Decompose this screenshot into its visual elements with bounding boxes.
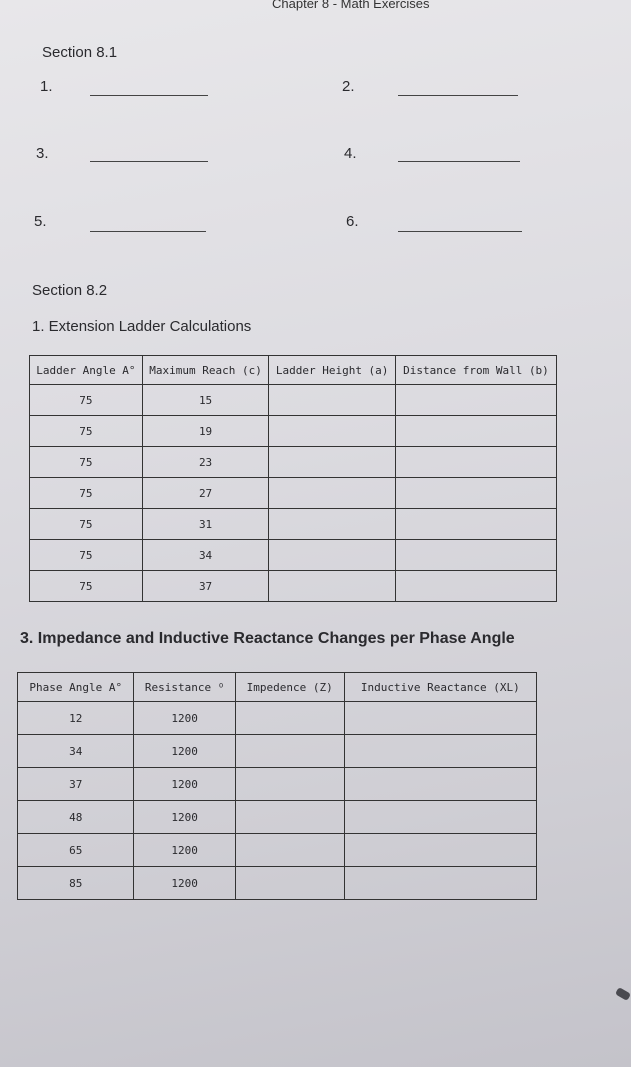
table-cell: 75: [30, 478, 143, 509]
table-cell: 1200: [134, 735, 235, 768]
table-row: [18, 735, 537, 768]
table-cell: 1200: [134, 867, 235, 900]
answer-cell[interactable]: [395, 571, 556, 602]
table-row: [18, 801, 537, 834]
table-cell: 75: [30, 571, 143, 602]
section-8-1-title: Section 8.1: [42, 44, 118, 61]
answer-cell[interactable]: [344, 834, 536, 867]
table-cell: 75: [30, 447, 143, 478]
answer-blank-2[interactable]: [398, 94, 518, 96]
table-row: [30, 447, 557, 478]
table-cell: 1200: [134, 768, 235, 801]
table-row: [30, 416, 557, 447]
column-header: Ladder Height (a): [269, 356, 396, 385]
table-cell: 19: [142, 416, 269, 447]
ladder-table: [29, 355, 557, 602]
table-cell: 37: [142, 571, 269, 602]
answer-cell[interactable]: [269, 416, 396, 447]
column-header: Inductive Reactance (XL): [344, 673, 536, 702]
answer-cell[interactable]: [235, 768, 344, 801]
answer-cell[interactable]: [395, 509, 556, 540]
item-number-1: 1.: [40, 78, 53, 95]
answer-cell[interactable]: [269, 571, 396, 602]
table-row: [30, 385, 557, 416]
answer-cell[interactable]: [344, 735, 536, 768]
pen-tip: [615, 987, 631, 1001]
column-header: Distance from Wall (b): [395, 356, 556, 385]
answer-blank-4[interactable]: [398, 160, 520, 162]
answer-cell[interactable]: [344, 867, 536, 900]
table-cell: 65: [18, 834, 134, 867]
answer-cell[interactable]: [269, 478, 396, 509]
table-row: [30, 540, 557, 571]
answer-cell[interactable]: [395, 478, 556, 509]
column-header: Maximum Reach (c): [142, 356, 269, 385]
table-cell: 1200: [134, 834, 235, 867]
table-row: [30, 571, 557, 602]
question-1-heading: 1. Extension Ladder Calculations: [32, 318, 252, 335]
table-row: [18, 702, 537, 735]
table-cell: 75: [30, 509, 143, 540]
item-number-5: 5.: [34, 213, 47, 230]
table-cell: 34: [142, 540, 269, 571]
column-header: Impedence (Z): [235, 673, 344, 702]
table-cell: 31: [142, 509, 269, 540]
column-header: Ladder Angle A°: [30, 356, 143, 385]
answer-blank-3[interactable]: [90, 160, 208, 162]
table-cell: 75: [30, 385, 143, 416]
answer-blank-6[interactable]: [398, 230, 522, 232]
table-cell: 12: [18, 702, 134, 735]
answer-cell[interactable]: [269, 540, 396, 571]
answer-cell[interactable]: [395, 385, 556, 416]
answer-cell[interactable]: [344, 801, 536, 834]
answer-cell[interactable]: [235, 801, 344, 834]
item-number-6: 6.: [346, 213, 359, 230]
table-cell: 27: [142, 478, 269, 509]
impedance-table: [17, 672, 537, 900]
answer-cell[interactable]: [269, 447, 396, 478]
section-8-2-title: Section 8.2: [32, 282, 108, 299]
table-cell: 48: [18, 801, 134, 834]
table-header-row: [18, 673, 537, 702]
answer-cell[interactable]: [395, 447, 556, 478]
table-header-row: [30, 356, 557, 385]
table-cell: 37: [18, 768, 134, 801]
question-3-heading: 3. Impedance and Inductive Reactance Changes per Phase Angle: [20, 630, 515, 647]
answer-cell[interactable]: [344, 768, 536, 801]
answer-cell[interactable]: [344, 702, 536, 735]
item-number-3: 3.: [36, 145, 49, 162]
column-header: Phase Angle A°: [18, 673, 134, 702]
table-row: [18, 867, 537, 900]
answer-cell[interactable]: [395, 416, 556, 447]
table-cell: 75: [30, 540, 143, 571]
table-row: [18, 768, 537, 801]
table-cell: 23: [142, 447, 269, 478]
table-cell: 75: [30, 416, 143, 447]
item-number-2: 2.: [342, 78, 355, 95]
column-header: Resistance ᴼ: [134, 673, 235, 702]
answer-blank-1[interactable]: [90, 94, 208, 96]
answer-cell[interactable]: [395, 540, 556, 571]
table-row: [18, 834, 537, 867]
answer-cell[interactable]: [235, 834, 344, 867]
answer-cell[interactable]: [235, 735, 344, 768]
answer-cell[interactable]: [269, 385, 396, 416]
answer-cell[interactable]: [235, 702, 344, 735]
table-cell: 1200: [134, 801, 235, 834]
item-number-4: 4.: [344, 145, 357, 162]
table-row: [30, 478, 557, 509]
table-cell: 34: [18, 735, 134, 768]
answer-cell[interactable]: [235, 867, 344, 900]
table-cell: 85: [18, 867, 134, 900]
answer-blank-5[interactable]: [90, 230, 206, 232]
table-cell: 1200: [134, 702, 235, 735]
table-cell: 15: [142, 385, 269, 416]
table-row: [30, 509, 557, 540]
page-title: Chapter 8 - Math Exercises: [272, 0, 430, 11]
answer-cell[interactable]: [269, 509, 396, 540]
